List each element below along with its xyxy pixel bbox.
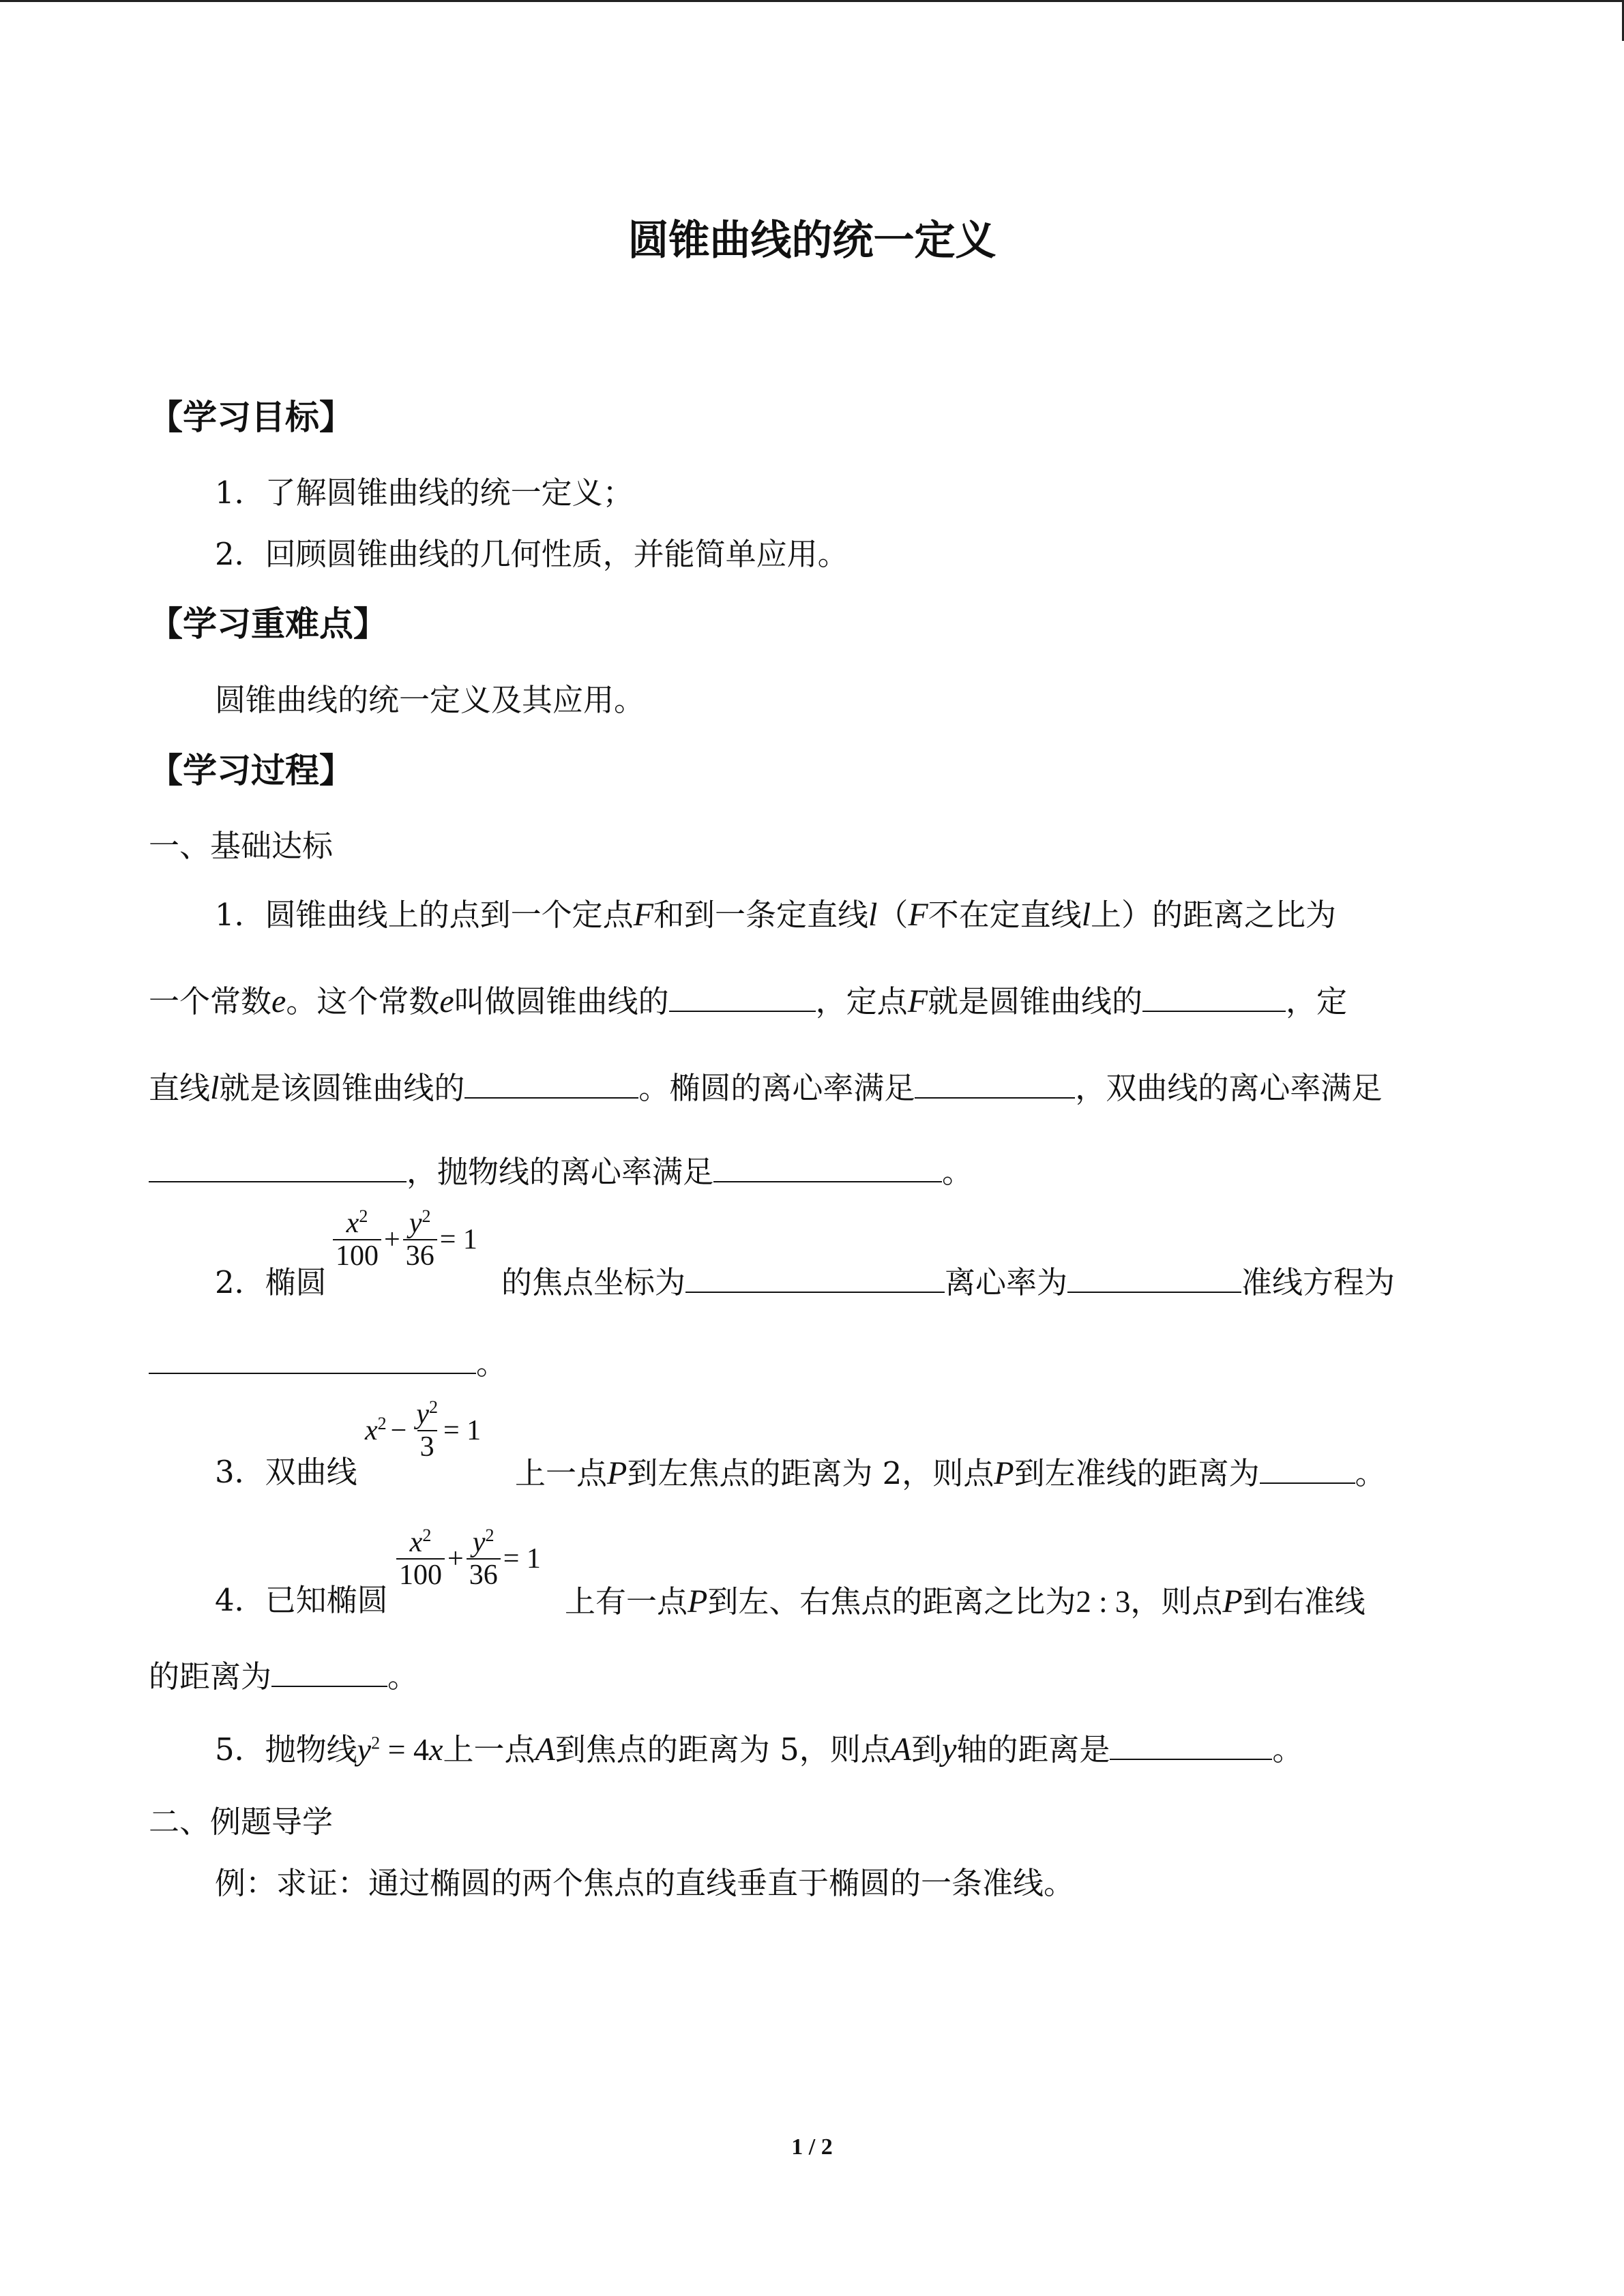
blank-eccentricity[interactable] [669,990,816,1012]
q1-line1: 1．圆锥曲线上的点到一个定点F和到一条定直线l（F不在定直线l上）的距离之比为 [215,897,1337,933]
blank-directrix[interactable] [464,1077,638,1099]
blank-distance-right-directrix[interactable] [271,1665,387,1687]
math-P: P [994,1455,1014,1491]
top-border [0,0,1624,2]
math-P: P [688,1583,708,1620]
q4-ellipse-equation: $\frac{x^2}{100}$ + $\frac{y^2}{36}$ = 1 [394,1526,541,1591]
math-P: P [1222,1583,1243,1620]
math-l: l [1081,897,1091,933]
q2-ellipse-equation: $\frac{x^2}{100}$ + $\frac{y^2}{36}$ = 1 [330,1207,477,1272]
blank-hyperbola-e[interactable] [149,1161,407,1182]
math-A: A [535,1731,555,1768]
part2-heading: 二、例题导学 [149,1804,334,1840]
math-y: y [942,1731,957,1768]
q2-line1: 的焦点坐标为 离心率为 准线方程为 [501,1264,1396,1300]
page-title: 圆锥曲线的统一定义 [628,217,996,265]
blank-parabola-e[interactable] [713,1161,942,1182]
q4-line1: 上有一点P到左、右焦点的距离之比为2 : 3，则点P到右准线 [565,1583,1365,1620]
q2-prefix: 2．椭圆 [215,1264,327,1300]
math-F: F [908,897,928,933]
process-heading: 【学习过程】 [149,751,353,790]
math-e: e [271,983,286,1019]
part1-heading: 一、基础达标 [149,828,334,864]
blank-ellipse-e[interactable] [915,1077,1075,1099]
math-l: l [868,897,878,933]
key-heading: 【学习重难点】 [149,604,387,644]
key-text: 圆锥曲线的统一定义及其应用。 [215,682,645,718]
q1-line2: 一个常数e。这个常数e叫做圆锥曲线的 ，定点F就是圆锥曲线的 ，定 [149,983,1348,1019]
q3-hyperbola-equation: $x^2$ − $\frac{y^2}{3}$ = 1 [365,1397,482,1463]
q4-prefix: 4．已知椭圆 [215,1582,388,1618]
blank-directrix-equation[interactable] [149,1352,476,1374]
q4-line2: 的距离为 。 [149,1658,419,1695]
blank-foci-coordinates[interactable] [685,1271,945,1293]
blank-distance-y-axis[interactable] [1110,1738,1272,1760]
q1-line4: ，抛物线的离心率满足 。 [149,1154,973,1191]
blank-focus[interactable] [1142,990,1286,1012]
goals-heading: 【学习目标】 [149,398,353,437]
q5-line: 5．抛物线$y^2 = 4x$上一点A到焦点的距离为 5，则点A到y轴的距离是 。 [215,1731,1303,1768]
math-l: l [210,1070,220,1106]
math-e: e [439,983,454,1019]
example-text: 例：求证：通过椭圆的两个焦点的直线垂直于椭圆的一条准线。 [215,1865,1075,1901]
math-A: A [891,1731,912,1768]
q2-line2: 。 [149,1345,507,1382]
math-F: F [907,983,928,1019]
math-F: F [633,897,653,933]
blank-distance-left-directrix[interactable] [1260,1462,1355,1484]
q3-line: 上一点P到左焦点的距离为 2，则点P到左准线的距离为 。 [515,1455,1386,1491]
blank-eccentricity-2[interactable] [1067,1271,1241,1293]
page-number: 1 / 2 [791,2134,833,2160]
math-P: P [607,1455,628,1491]
q3-prefix: 3．双曲线 [215,1454,357,1490]
goal-1: 1．了解圆锥曲线的统一定义； [215,475,634,511]
goal-2: 2．回顾圆锥曲线的几何性质，并能简单应用。 [215,536,848,572]
q1-line3: 直线l就是该圆锥曲线的 。椭圆的离心率满足 ，双曲线的离心率满足 [149,1070,1383,1106]
q5-parabola-equation: $y^2 = 4x$ [357,1732,443,1767]
